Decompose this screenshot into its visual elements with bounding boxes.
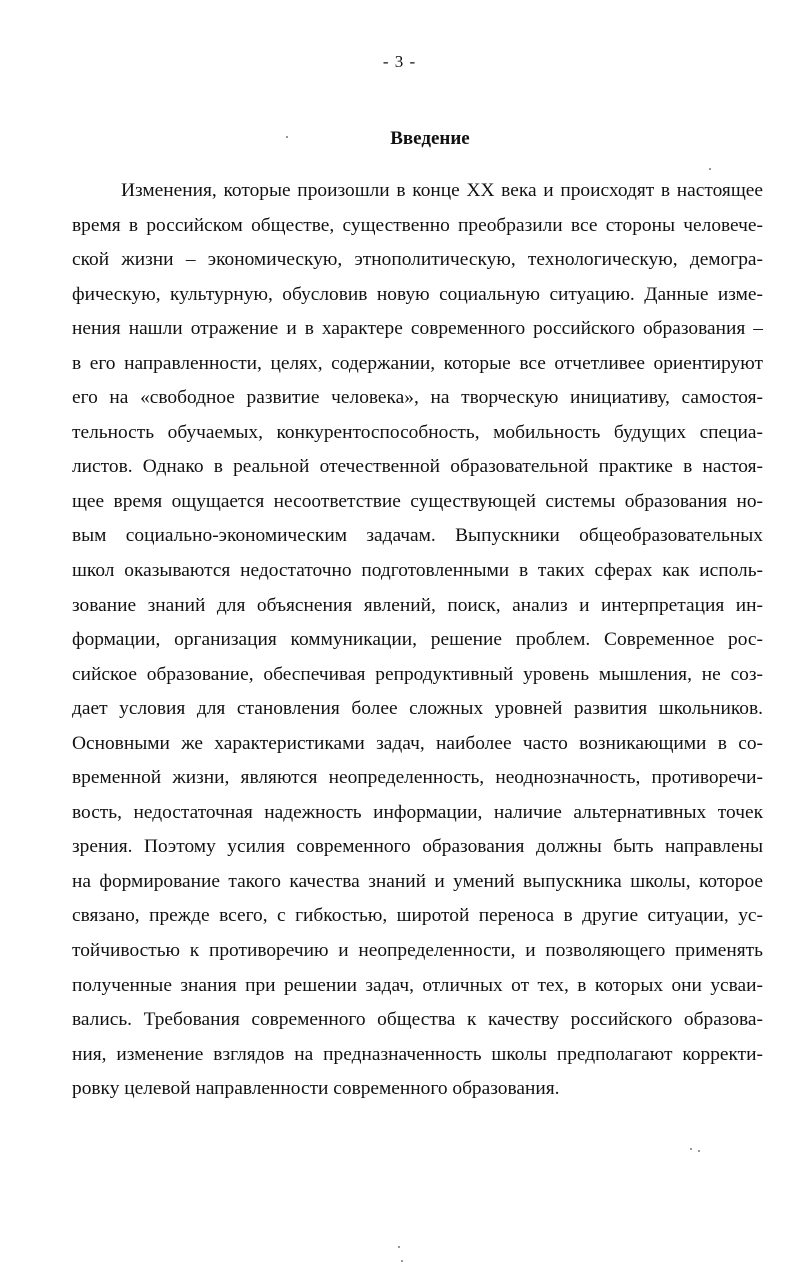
body-paragraph [72, 174, 763, 1107]
text-line: вость, недостаточная надежность информации, наличие альтернативных точек [72, 801, 763, 823]
text-line: фическую, культурную, обусловив новую социальную ситуацию. Данные изме- [72, 283, 763, 305]
text-line: школ оказываются недостаточно подготовленными в таких сферах как исполь- [72, 560, 763, 582]
text-line: зование знаний для объяснения явлений, поиск, анализ и интерпретация ин- [72, 594, 763, 616]
text-line: нения нашли отражение и в характере современного российского образования – [72, 318, 763, 340]
text-line: листов. Однако в реальной отечественной образовательной практике в настоя- [72, 456, 763, 478]
text-line: сийское образование, обеспечивая репродуктивный уровень мышления, не соз- [72, 663, 763, 685]
text-line: Основными же характеристиками задач, наиболее часто возникающими в со- [72, 732, 763, 754]
scan-speck [690, 1148, 692, 1150]
scan-speck [698, 1150, 700, 1152]
text-line: связано, прежде всего, с гибкостью, широтой переноса в другие ситуации, ус- [72, 905, 763, 927]
text-line: в его направленности, целях, содержании, которые все отчетливее ориентируют [72, 352, 763, 374]
text-line: ской жизни – экономическую, этнополитическую, технологическую, демогра- [72, 249, 763, 271]
text-line: его на «свободное развитие человека», на творческую инициативу, самостоя- [72, 387, 763, 409]
text-line: Изменения, которые произошли в конце XX века и происходят в настоящее [121, 180, 763, 201]
text-line: зрения. Поэтому усилия современного образования должны быть направлены [72, 836, 763, 858]
text-line: временной жизни, являются неопределенность, неоднозначность, противоречи- [72, 767, 763, 789]
scan-speck [398, 1246, 400, 1248]
scan-speck [709, 168, 711, 170]
scan-speck [401, 1260, 403, 1262]
text-line: тельность обучаемых, конкурентоспособность, мобильность будущих специа- [72, 421, 763, 443]
text-line: тойчивостью к противоречию и неопределенности, и позволяющего применять [72, 940, 763, 962]
text-line: время в российском обществе, существенно преобразили все стороны человече- [72, 214, 763, 236]
text-line: дает условия для становления более сложных уровней развития школьников. [72, 698, 763, 720]
text-line: ровку целевой направленности современного образования. [72, 1078, 560, 1100]
text-line: формации, организация коммуникации, решение проблем. Современное рос- [72, 629, 763, 651]
section-title: Введение [390, 128, 470, 149]
text-line: на формирование такого качества знаний и умений выпускника школы, которое [72, 870, 763, 892]
text-line: вым социально-экономическим задачам. Выпускники общеобразовательных [72, 525, 763, 547]
text-line: щее время ощущается несоответствие существующей системы образования но- [72, 490, 763, 512]
text-line: ния, изменение взглядов на предназначенность школы предполагают корректи- [72, 1043, 763, 1065]
text-line: полученные знания при решении задач, отличных от тех, в которых они усваи- [72, 974, 763, 996]
scan-speck [286, 136, 288, 138]
page-number: - 3 - [382, 52, 417, 71]
text-line: вались. Требования современного общества к качеству российского образова- [72, 1009, 763, 1031]
